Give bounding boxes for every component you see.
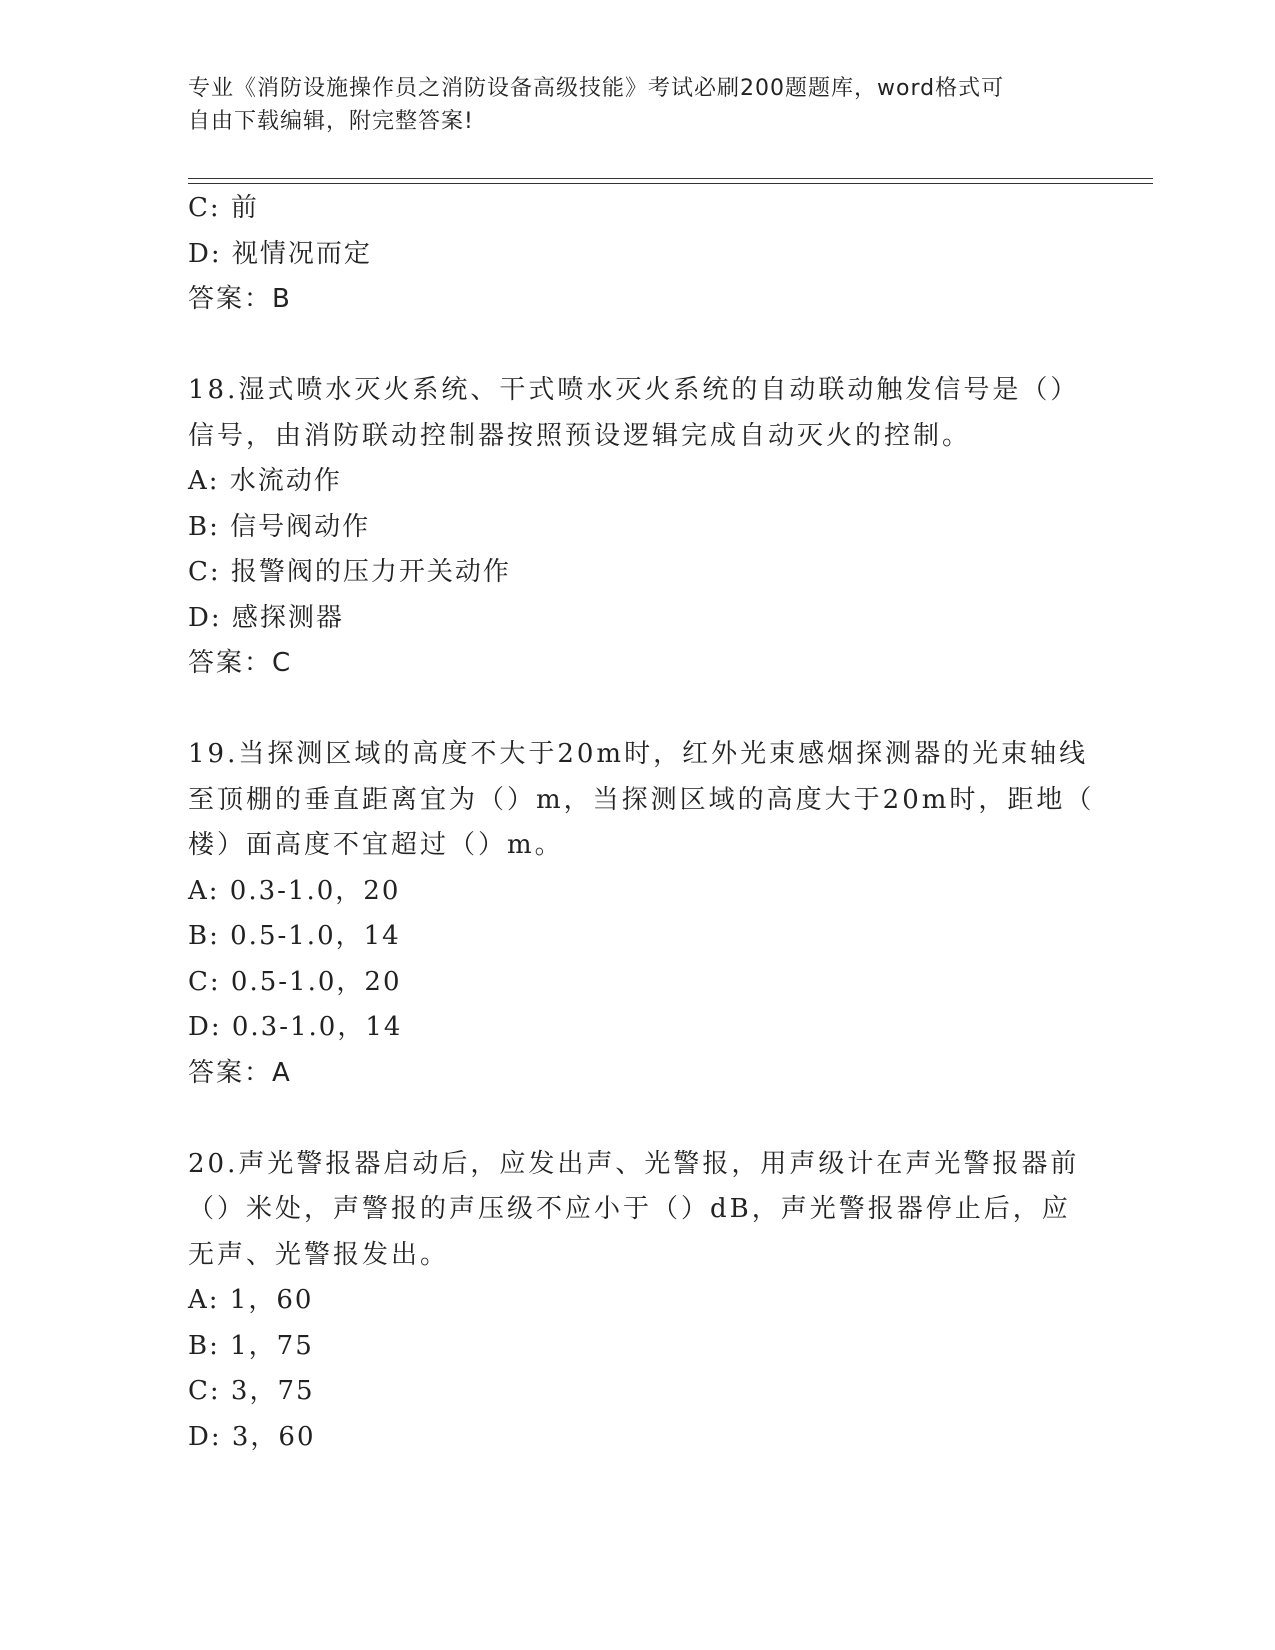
spacer [188,323,1088,369]
answer-label: 答案：C [188,648,293,678]
question-19-options [188,869,1088,1097]
option-c: C: 报警阀的压力开关动作 [188,557,511,587]
question-20 [188,1142,1088,1279]
spacer [188,1096,1088,1142]
question-20-options [188,1278,1088,1460]
header-divider-bottom [188,183,1153,184]
header-line-2: 自由下载编辑，附完整答案! [188,109,474,134]
question-text-line: 18.湿式喷水灭火系统、干式喷水灭火系统的自动联动触发信号是（） [188,375,1080,405]
option-d: D: 0.3-1.0，14 [188,1012,403,1042]
option-a: A: 0.3-1.0，20 [188,875,401,906]
question-text-line: 无声、光警报发出。 [188,1239,450,1270]
question-text-line: 19.当探测区域的高度不大于20m时，红外光束感烟探测器的光束轴线 [188,739,1089,769]
option-b: B: 1，75 [188,1330,314,1361]
question-text-line: 至顶棚的垂直距离宜为（）m，当探测区域的高度大于20m时，距地（ [188,784,1095,815]
option-c: C: 3，75 [188,1376,315,1406]
option-d: D: 感探测器 [188,602,344,633]
question-text-line: （）米处，声警报的声压级不应小于（）dB，声光警报器停止后，应 [188,1194,1071,1224]
option-a: A: 1，60 [188,1285,314,1315]
question-17-continuation [188,186,1088,323]
question-text-line: 20.声光警报器启动后，应发出声、光警报，用声级计在声光警报器前 [188,1148,1080,1179]
answer-label: 答案：B [188,284,292,314]
question-content [188,186,1095,1460]
question-text-line: 信号，由消防联动控制器按照预设逻辑完成自动灭火的控制。 [188,420,972,451]
option-d: D: 视情况而定 [188,238,372,269]
answer-label: 答案：A [188,1057,292,1088]
question-19 [188,732,1095,869]
document-header [188,72,1068,138]
option-a: A: 水流动作 [188,466,342,496]
option-b: B: 0.5-1.0，14 [188,921,401,951]
question-text-line: 楼）面高度不宜超过（）m。 [188,830,564,860]
option-d: D: 3，60 [188,1421,316,1452]
question-18 [188,368,1088,459]
option-c: C: 0.5-1.0，20 [188,966,402,997]
header-divider-top [188,178,1153,179]
option-c: C: 前 [188,193,259,223]
question-18-options [188,459,1088,687]
option-b: B: 信号阀动作 [188,511,371,542]
header-line-1: 专业《消防设施操作员之消防设备高级技能》考试必刷200题题库，word格式可 [188,76,1005,101]
spacer [188,687,1088,733]
